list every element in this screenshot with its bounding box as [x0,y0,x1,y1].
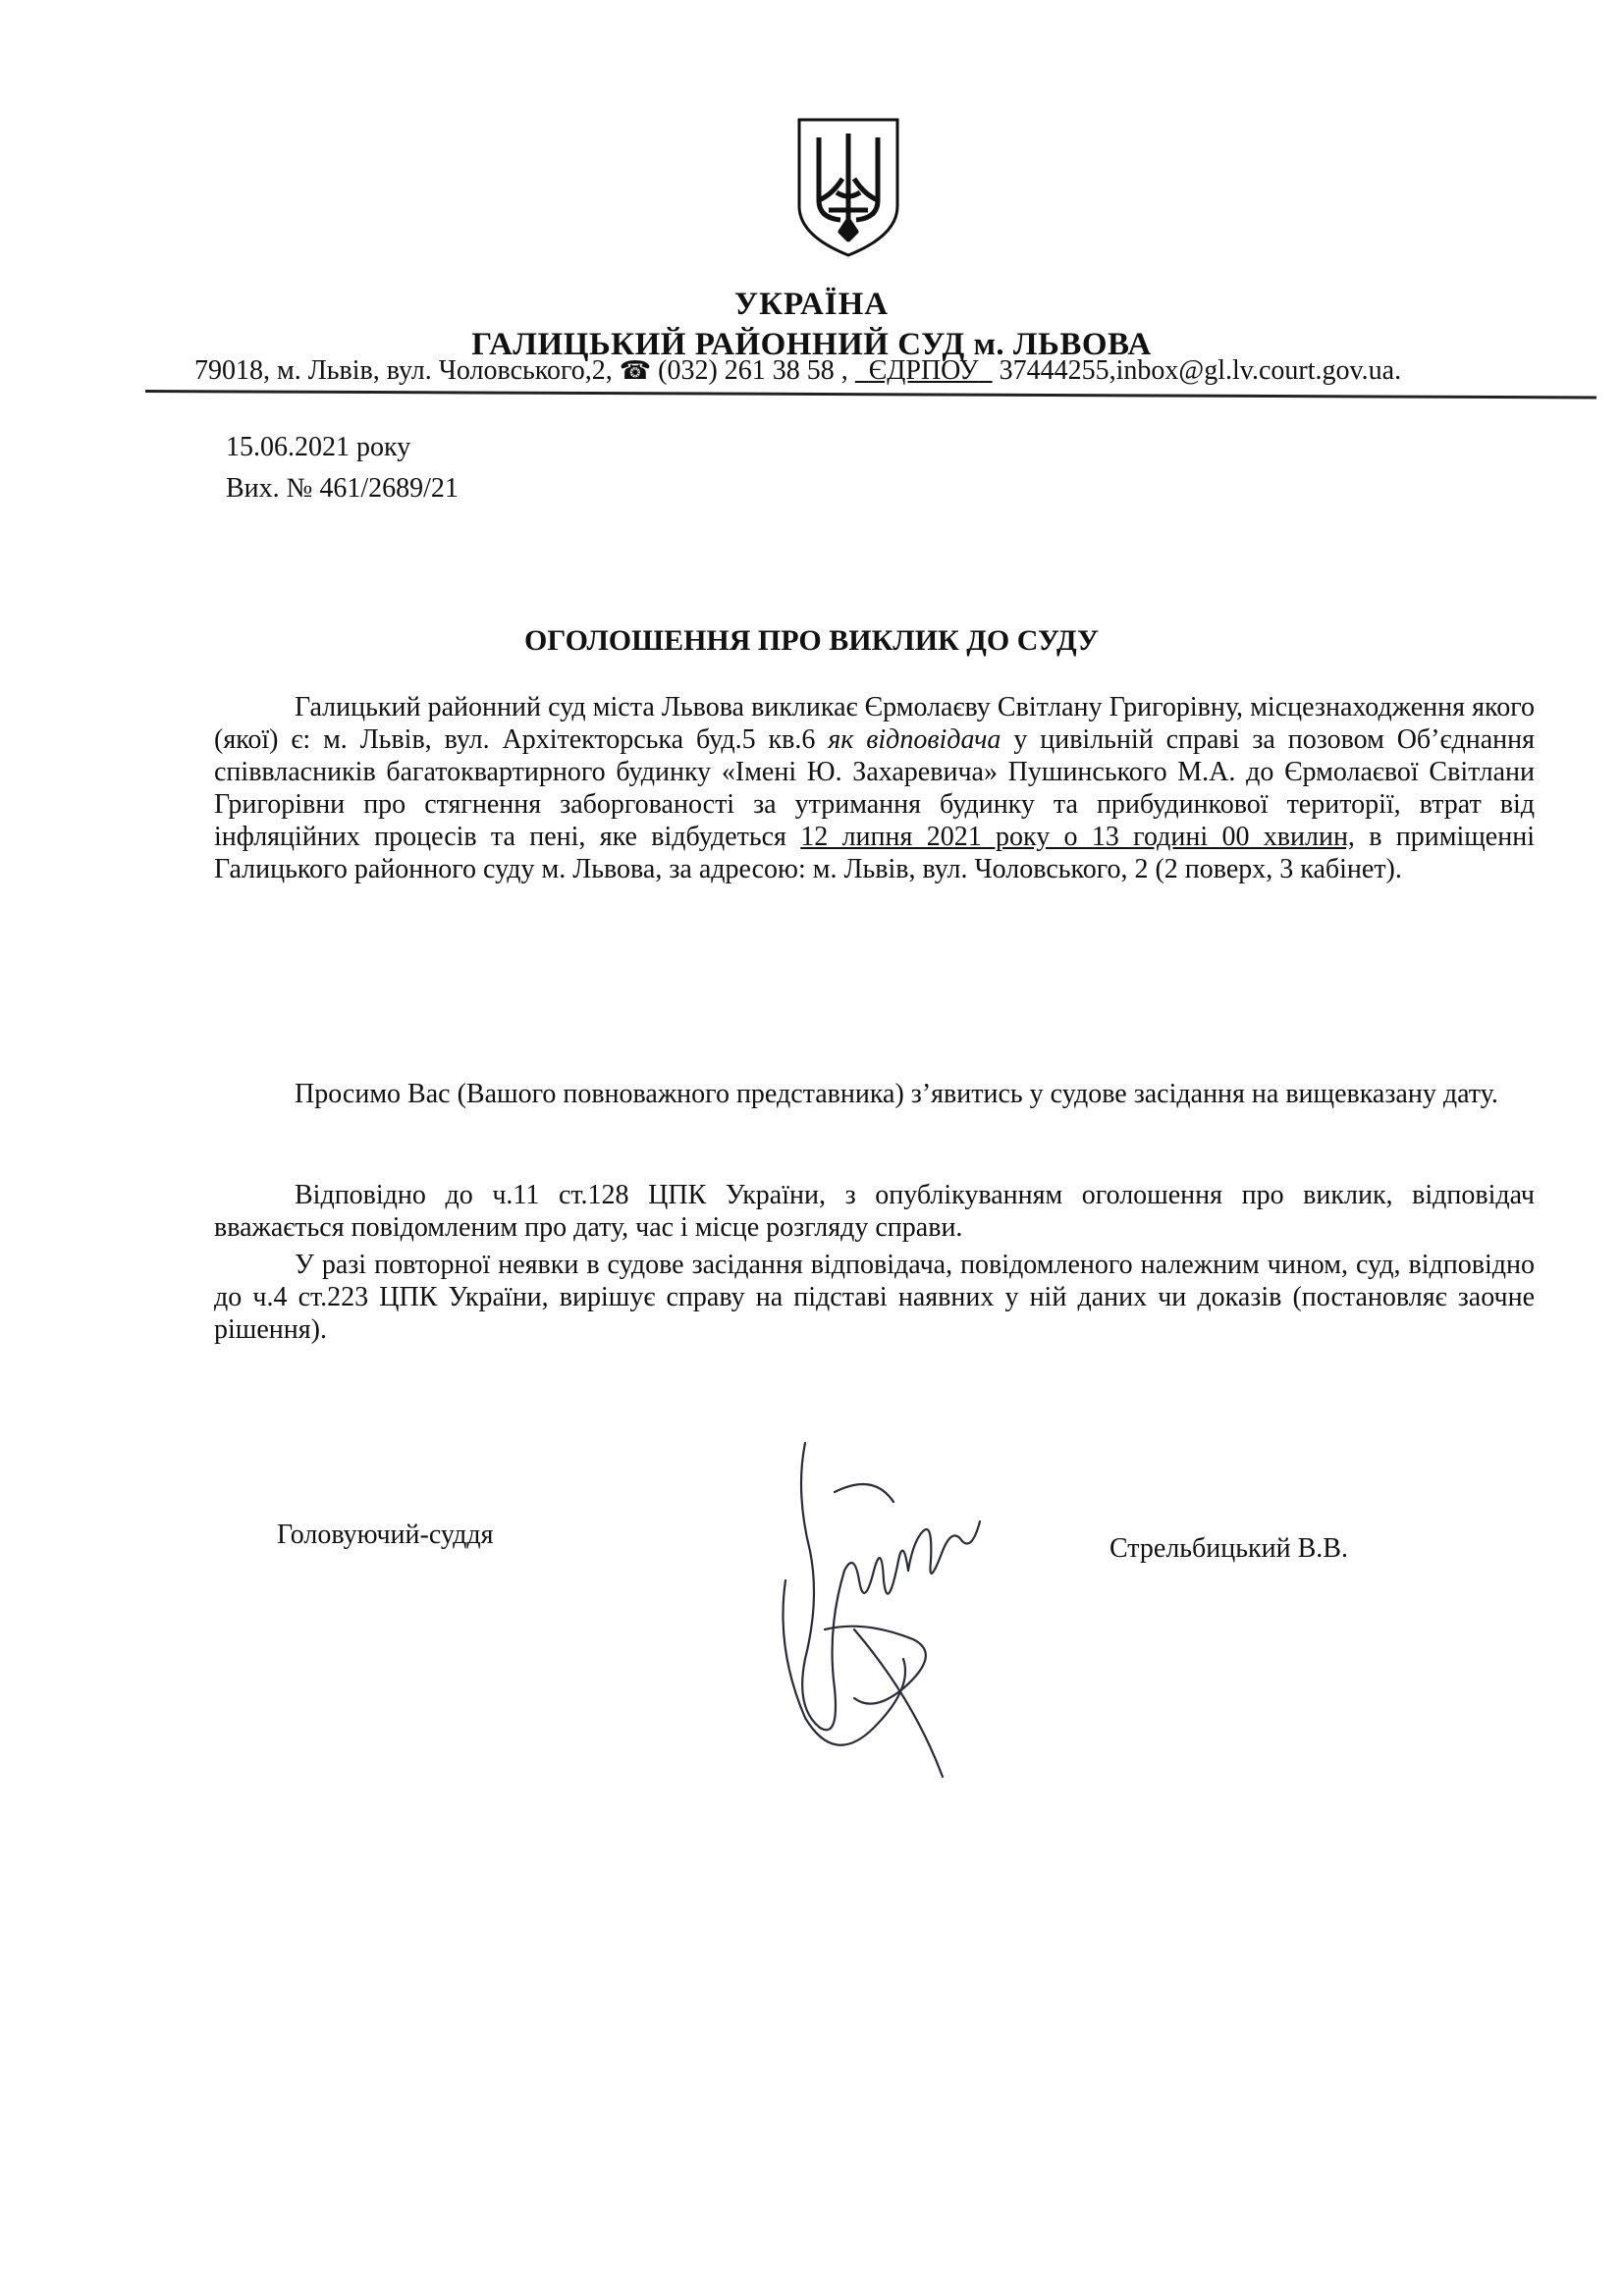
summons-paragraph: Галицький районний суд міста Львова викликає Єрмолаєву Світлану Григорівну, місцезнаходження якого (якої) є: м. Львів, вул. Архітекторська буд.5 кв.6 як відповідача у цивільній справі за позовом Об’єднання співвласників багатоквартирного будинку «Імені Ю. Захаревича» Пушинського М.А. до Єрмолаєвої Світлани Григорівни про стягнення заборгованості за утримання будинку та прибудинкової території, втрат від інфляційних процесів та пені, яке відбудеться 12 липня 2021 року о 13 годині 00 хвилин, в приміщенні Галицького районного суду м. Львова, за адресою: м. Львів, вул. Чоловського, 2 (2 поверх, 3 кабінет). [214,692,1536,884]
edrpou-and-email: 37444255,inbox@gl.lv.court.gov.ua. [999,355,1402,386]
judge-name: Стрельбицький В.В. [1109,1533,1348,1564]
country-heading: УКРАЇНА [733,287,890,322]
telephone-icon: ☎ [619,356,652,385]
outgoing-number: Вих. № 461/2689/21 [226,473,459,504]
document-title: ОГОЛОШЕННЯ ПРО ВИКЛИК ДО СУДУ [523,624,1100,657]
court-address-line [194,355,1401,387]
notification-paragraph: Відповідно до ч.11 ст.128 ЦПК України, з опублікуванням оголошення про виклик, відповідач вважається повідомленим про дату, час і місце розгляду справи. [214,1180,1535,1243]
default-judgment-paragraph: У разі повторної неявки в судове засідання відповідача, повідомленого належним чином, суд, відповідно до ч.4 ст.223 ЦПК України, вирішує справу на підставі наявних у ній даних чи доказів (постановляє заочне рішення). [214,1250,1535,1345]
handwritten-signature [766,1433,1001,1787]
edrpou-label: ЄДРПОУ [868,355,979,386]
header-divider [145,390,1596,399]
court-name-heading: ГАЛИЦЬКИЙ РАЙОННИЙ СУД м. ЛЬВОВА [471,327,1152,362]
address-text: 79018, м. Львів, вул. Чоловського,2, [194,355,613,386]
hearing-datetime: 12 липня 2021 року о 13 годині 00 хвилин, [800,822,1355,852]
document-date: 15.06.2021 року [226,432,411,462]
defendant-role: як відповідача [828,724,1001,755]
judge-role: Головуючий-суддя [277,1520,494,1550]
appearance-request-paragraph: Просимо Вас (Вашого повноважного представника) з’явитись у судове засідання на вищевказану дату. [295,1079,1498,1109]
coat-of-arms-trident-icon [793,116,903,259]
phone-number: (032) 261 38 58 , [658,355,848,386]
